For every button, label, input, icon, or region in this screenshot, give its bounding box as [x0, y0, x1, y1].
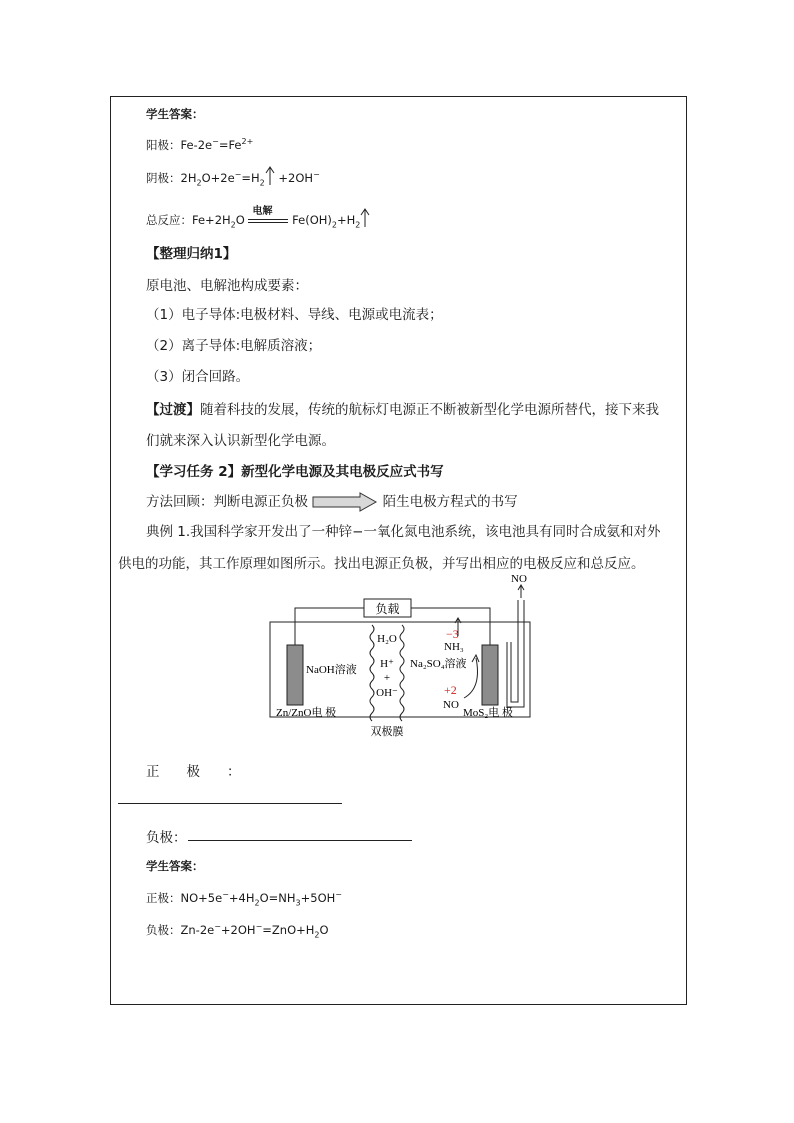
- positive-equation: 正极：$NO+5e^-+4H_2O=NH_3+5OH^-$: [146, 890, 342, 908]
- negative-pole-question: 负极：: [146, 830, 187, 846]
- total-reaction: 总反应：$Fe+2H_2O$ 电解 $Fe(OH)_2+H_2$: [146, 208, 370, 229]
- summary-item: （2）离子导体:电解质溶液；: [146, 338, 322, 354]
- summary-intro: 原电池、电解池构成要素：: [146, 278, 308, 294]
- h2o-label: H₂O: [377, 633, 397, 645]
- transition-line: 们就来深入认识新型化学电源。: [146, 433, 335, 449]
- cathode-equation: 阴极：$2H_2O+2e^-=H_2 +2OH^-$: [146, 166, 320, 187]
- wire-left: [295, 608, 364, 645]
- negative-equation: 负极：$Zn-2e^-+2OH^-=ZnO+H_2O$: [146, 922, 329, 940]
- task2-title: 【学习任务 2】新型化学电源及其电极反应式书写: [146, 464, 444, 480]
- answer-heading-2: 学生答案：: [146, 859, 204, 873]
- right-electrode-label: MoS₂电 极: [463, 707, 513, 719]
- electrolysis-condition: 电解: [248, 214, 288, 228]
- mos2-electrode: [482, 645, 498, 705]
- naoh-label: NaOH溶液: [306, 664, 357, 676]
- battery-diagram: [268, 570, 543, 740]
- example-line: 典例 1.我国科学家开发出了一种锌−一氧化氮电池系统，该电池具有同时合成氨和对外: [146, 524, 661, 540]
- plus-label: +: [383, 672, 391, 684]
- gas-up-arrow-icon: [265, 166, 275, 186]
- inlet-pipe: [511, 600, 518, 702]
- valence-plus2: +2: [444, 683, 457, 697]
- no-bottom-label: NO: [443, 699, 459, 711]
- oh-minus-label: OH⁻: [376, 687, 398, 699]
- membrane-label: 双极膜: [370, 726, 404, 738]
- membrane-right: [400, 625, 404, 721]
- load-label: 负载: [375, 602, 400, 616]
- zn-electrode: [287, 645, 303, 705]
- transition-line: 【过渡】随着科技的发展，传统的航标灯电源正不断被新型化学电源所替代，接下来我: [146, 402, 659, 418]
- nh3-label: NH₃: [444, 641, 464, 653]
- positive-answer-line[interactable]: [118, 803, 342, 804]
- right-arrow-icon: [312, 492, 378, 512]
- no-inlet-label: NO: [511, 573, 527, 585]
- valence-minus3: −3: [446, 627, 459, 641]
- left-electrode-label: Zn/ZnO电 极: [276, 707, 337, 719]
- membrane-left: [370, 625, 374, 721]
- h-plus-label: H⁺: [380, 658, 394, 670]
- negative-answer-line[interactable]: [188, 840, 412, 841]
- method-review: 方法回顾：判断电源正负极 陌生电极方程式的书写: [146, 494, 518, 510]
- gas-up-arrow-icon: [360, 208, 370, 228]
- summary-item: （1）电子导体:电极材料、导线、电源或电流表；: [146, 307, 443, 323]
- answer-heading-1: 学生答案：: [146, 107, 204, 121]
- na2so4-label: Na₂SO₄溶液: [410, 658, 467, 670]
- summary-title: 【整理归纳1】: [146, 246, 237, 262]
- positive-pole-question: 正 极 ：: [146, 764, 241, 780]
- summary-item: （3）闭合回路。: [146, 369, 250, 385]
- anode-equation: 阳极：$Fe-2e^-=Fe^{2+}$: [146, 137, 254, 152]
- example-line: 供电的功能，其工作原理如图所示。找出电源正负极，并写出相应的电极反应和总反应。: [118, 556, 645, 572]
